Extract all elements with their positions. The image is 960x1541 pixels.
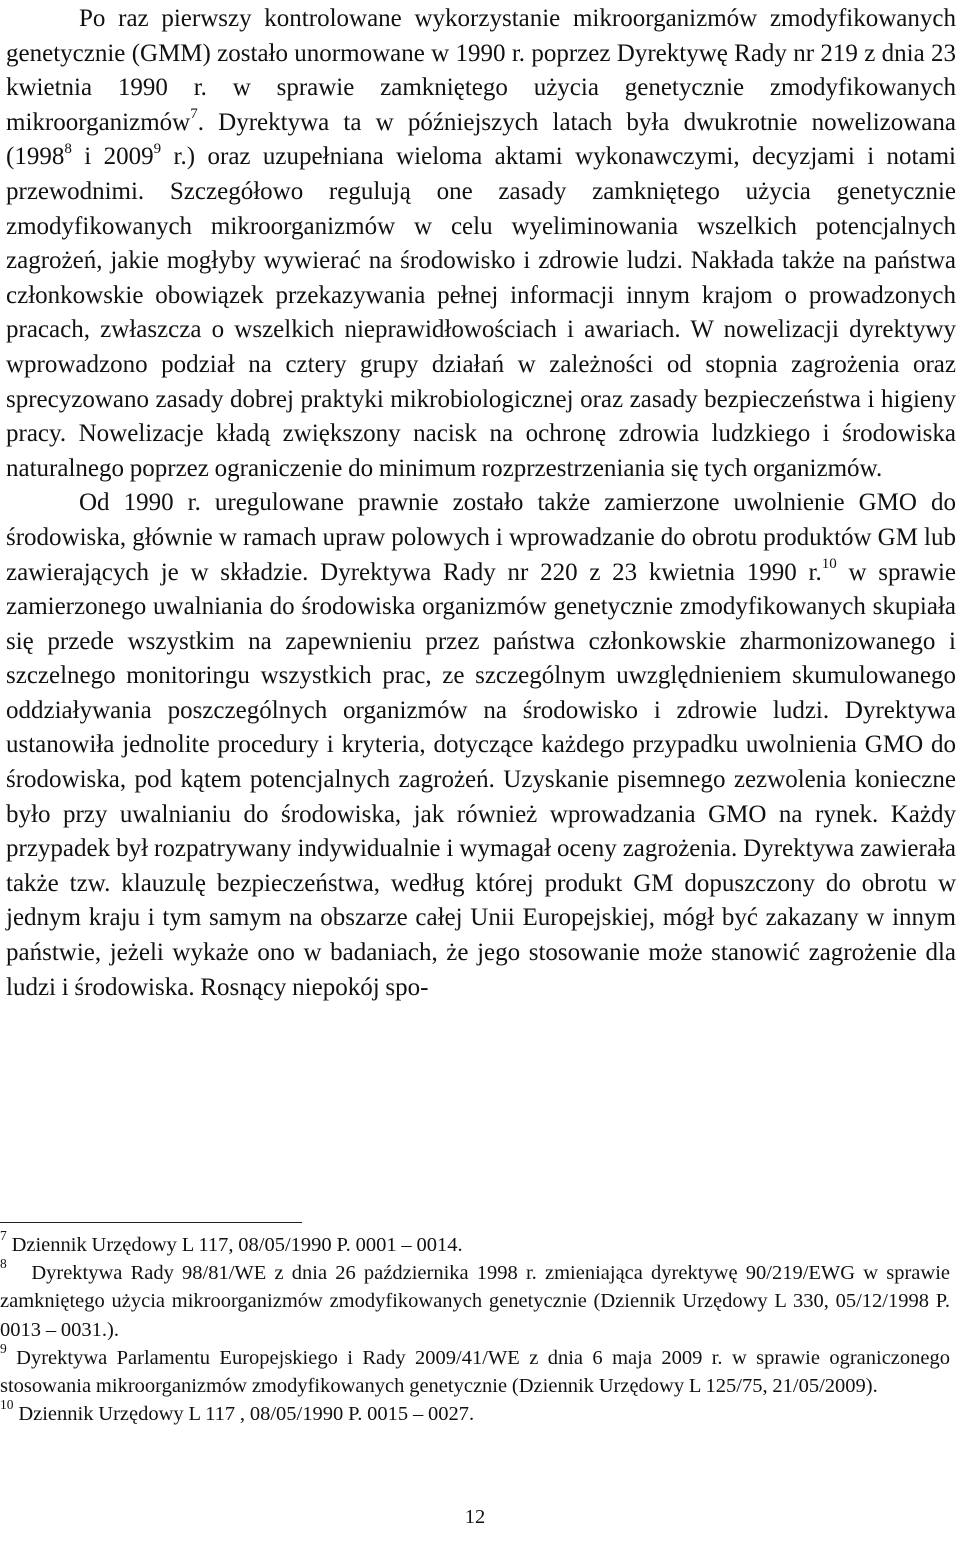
footnote-ref: 7	[190, 106, 198, 123]
footnote-mark: 9	[0, 1340, 7, 1356]
footnote-10	[0, 1397, 950, 1428]
footnote-ref: 8	[64, 141, 72, 158]
footnote-9	[0, 1340, 951, 1400]
paragraph-2	[6, 486, 956, 1005]
footnote-mark: 7	[0, 1228, 7, 1244]
footnote-text: Dziennik Urzędowy L 117, 08/05/1990 P. 0001 – 0014.	[11, 1234, 463, 1256]
footnote-text: Dyrektywa Parlamentu Europejskiego i Rady 2009/41/WE z dnia 6 maja 2009 r. w sprawie ograniczonego stosowania mikroorganizmów zmodyfikowanych genetycznie (Dziennik Urzędowy L 125/75, 21/05/2009).	[0, 1346, 951, 1398]
footnote-8	[0, 1256, 950, 1344]
paragraph-1	[6, 0, 956, 486]
footnote-mark: 8	[0, 1256, 7, 1272]
footnote-text: Dyrektywa Rady 98/81/WE z dnia 26 października 1998 r. zmieniająca dyrektywę 90/219/EWG w sprawie zamkniętego użycia mikroorganizmów zmodyfikowanych genetycznie (Dziennik Urzędowy L 330, 05/12/1998 P. 0013 – 0031.).	[0, 1262, 950, 1341]
text-run: Od 1990 r. uregulowane prawnie zostało także zamierzone uwolnienie GMO do środowiska, głównie w ramach upraw polowych i wprowadzanie do obrotu produktów GM lub zawierających je w składzie. Dyrektywa Rady nr 220 z 23 kwietnia 1990 r.	[6, 489, 956, 586]
document-page	[6, 0, 956, 1005]
footnote-separator	[0, 1222, 302, 1223]
text-run: i 2009	[71, 143, 154, 171]
page-number: 12	[464, 1506, 486, 1528]
footnote-text: Dziennik Urzędowy L 117 , 08/05/1990 P. 0015 – 0027.	[18, 1403, 475, 1426]
footnote-ref: 10	[821, 556, 837, 573]
footnote-ref: 9	[153, 141, 162, 158]
text-run: w sprawie zamierzonego uwalniania do środowiska organizmów genetycznie zmodyfikowanych skupiała się przede wszystkim na zapewnieniu przez państwa członkowskie zharmonizowanego i szczelnego monitoringu wszystkich prac, ze szczególnym uwzględnieniem skumulowanego oddziaływania poszczególnych organizmów na środowisko i zdrowie ludzi. Dyrektywa ustanowiła jednolite procedury i kryteria, dotyczące każdego przypadku uwolnienia GMO do środowiska, pod kątem potencjalnych zagrożeń. Uzyskanie pisemnego zezwolenia konieczne było przy uwalnianiu do środowiska, jak również wprowadzania GMO na rynek. Każdy przypadek był rozpatrywany indywidualnie i wymagał oceny zagrożenia. Dyrektywa zawierała także tzw. klauzulę bezpieczeństwa, według której produkt GM dopuszczony do obrotu w jednym kraju i tym samym na obszarze całej Unii Europejskiej, mógł być zakazany w innym państwie, jeżeli wykaże ono w badaniach, że jego stosowanie może stanowić zagrożenie dla ludzi i środowiska. Rosnący niepokój spo-	[6, 558, 956, 1001]
text-run: . Dyrektywa ta w późniejszych latach była dwukrotnie nowelizowana (1998	[6, 108, 956, 171]
footnote-7	[0, 1228, 950, 1259]
text-run: r.) oraz uzupełniana wieloma aktami wykonawczymi, decyzjami i notami przewodnimi. Szczegółowo regulują one zasady zamkniętego użycia genetycznie zmodyfikowanych mikroorganizmów w celu wyeliminowania wszelkich potencjalnych zagrożeń, jakie mogłyby wywierać na środowisko i zdrowie ludzi. Nakłada także na państwa członkowskie obowiązek przekazywania pełnej informacji innym krajom o prowadzonych pracach, zwłaszcza o wszelkich nieprawidłowościach i awariach. W nowelizacji dyrektywy wprowadzono podział na cztery grupy działań w zależności od stopnia zagrożenia oraz sprecyzowano zasady dobrej praktyki mikrobiologicznej oraz zasady bezpieczeństwa i higieny pracy. Nowelizacje kładą zwiększony nacisk na ochronę zdrowia ludzkiego i środowiska naturalnego poprzez ograniczenie do minimum rozprzestrzeniania się tych organizmów.	[6, 143, 956, 482]
footnote-mark: 10	[0, 1397, 14, 1413]
footnotes	[0, 1228, 951, 1428]
body-text	[6, 0, 956, 1005]
text-run: Po raz pierwszy kontrolowane wykorzystanie mikroorganizmów zmodyfikowanych genetycznie (GMM) zostało unormowane w 1990 r. poprzez Dyrektywę Rady nr 219 z dnia 23 kwietnia 1990 r. w sprawie zamkniętego użycia genetycznie zmodyfikowanych mikroorganizmów	[6, 5, 956, 136]
